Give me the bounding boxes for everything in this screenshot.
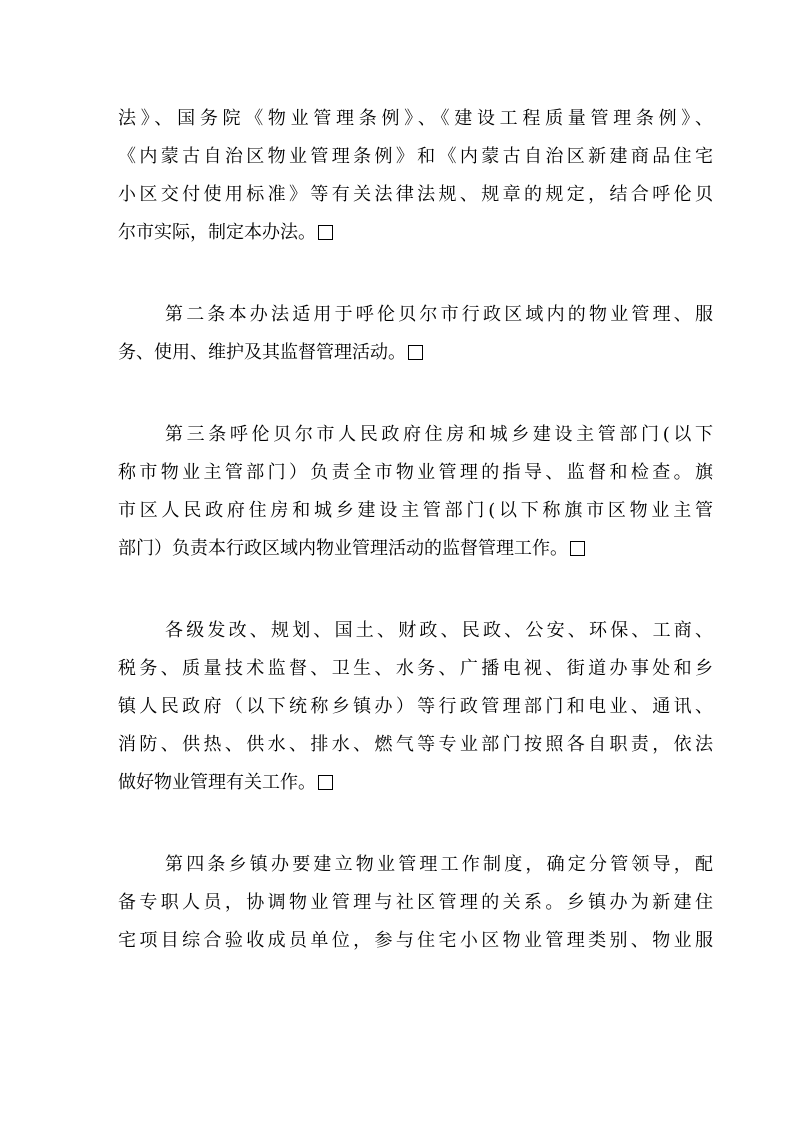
checkbox-glyph-icon [408,345,423,360]
paragraph-3 [118,416,713,568]
text-line [118,214,713,252]
text-line: 镇人民政府（以下统称乡镇办）等行政管理部门和电业、通讯、 [118,696,713,717]
text-line-content: 务、使用、维护及其监督管理活动。 [118,342,406,363]
paragraph-gap [118,252,713,296]
text-line: 称市物业主管部门）负责全市物业管理的指导、监督和检查。旗 [118,462,713,483]
text-line: 小区交付使用标准》等有关法律法规、规章的规定，结合呼伦贝 [118,184,713,205]
text-line: 第三条呼伦贝尔市人民政府住房和城乡建设主管部门(以下 [165,424,713,445]
text-line: 备专职人员，协调物业管理与社区管理的关系。乡镇办为新建住 [118,892,713,913]
text-line: 市区人民政府住房和城乡建设主管部门(以下称旗市区物业主管 [118,500,713,521]
text-line-content: 部门）负责本行政区域内物业管理活动的监督管理工作。 [118,538,568,559]
text-line: 宅项目综合验收成员单位，参与住宅小区物业管理类别、物业服 [118,930,713,951]
checkbox-glyph-icon [318,225,333,240]
text-line: 第二条本办法适用于呼伦贝尔市行政区域内的物业管理、服 [165,304,713,325]
paragraph-gap [118,802,713,846]
text-line-content: 做好物业管理有关工作。 [118,772,316,793]
paragraph-5 [118,846,713,960]
checkbox-glyph-icon [318,775,333,790]
text-line: 《内蒙古自治区物业管理条例》和《内蒙古自治区新建商品住宅 [118,146,713,167]
paragraph-gap [118,568,713,612]
paragraph-1 [118,100,713,252]
text-line [118,334,713,372]
text-line: 税务、质量技术监督、卫生、水务、广播电视、街道办事处和乡 [118,658,713,679]
paragraph-gap [118,372,713,416]
text-line [118,764,713,802]
text-line [118,530,713,568]
text-line: 消防、供热、供水、排水、燃气等专业部门按照各自职责，依法 [118,734,713,755]
checkbox-glyph-icon [570,541,585,556]
text-line: 各级发改、规划、国土、财政、民政、公安、环保、工商、 [165,620,713,641]
document-page [118,100,713,960]
paragraph-4 [118,612,713,802]
text-line: 法》、国务院《物业管理条例》、《建设工程质量管理条例》、 [118,108,713,129]
text-line-content: 尔市实际，制定本办法。 [118,222,316,243]
text-line: 第四条乡镇办要建立物业管理工作制度，确定分管领导，配 [165,854,713,875]
paragraph-2 [118,296,713,372]
